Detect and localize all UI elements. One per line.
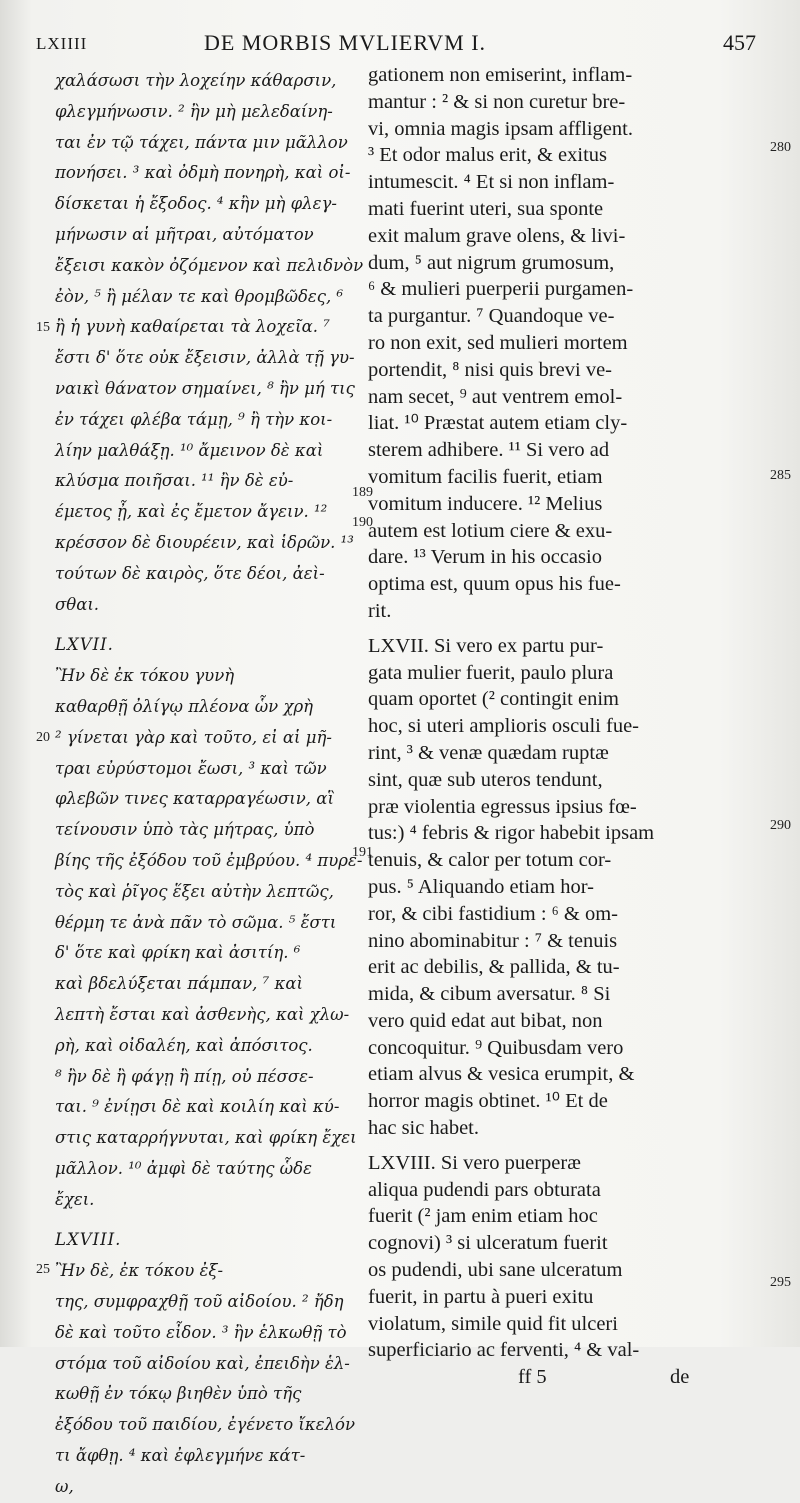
text-line: τι ἄφθῃ. ⁴ καὶ ἐφλεγμήνε κάτ- [55, 1446, 306, 1466]
text-line: χαλάσωσι τὴν λοχείην κάθαρσιν, [55, 71, 337, 90]
margin-line-number: 295 [770, 1275, 791, 1290]
text-line: gationem non emiserint, inflam- [368, 64, 633, 86]
text-line: mida, & cibum aversatur. ⁸ Si [368, 983, 611, 1006]
text-line: τούτων δὲ καιρὸς, ὅτε δέοι, ἀεὶ- [55, 563, 325, 583]
text-line: fuerit (² jam enim etiam hoc [368, 1205, 598, 1228]
text-line: ἐν τάχει φλέβα τάμῃ, ⁹ ἢ τὴν κοι- [55, 409, 333, 429]
text-line: πονήσει. ³ καὶ ὀδμὴ πονηρὴ, καὶ οἰ- [55, 163, 351, 183]
text-line: mantur : ² & si non curetur bre- [368, 90, 626, 113]
margin-line-number: 190 [352, 515, 373, 530]
latin-chapter-lxviii [368, 1150, 708, 1364]
page-footer-line [368, 1364, 708, 1391]
margin-line-number: 290 [770, 818, 791, 833]
text-line: vero quid edat aut bibat, non [368, 1009, 603, 1032]
text-line: ναικὶ θάνατον σημαίνει, ⁸ ἢν μή τις [55, 378, 355, 398]
text-line: ro non exit, sed mulieri mortem [368, 331, 628, 354]
page-title: DE MORBIS MVLIERVM I. [204, 30, 487, 55]
text-line: superficiario ac ferventi, ⁴ & val- [368, 1339, 640, 1362]
text-line: rint, ³ & venæ quædam ruptæ [368, 741, 609, 764]
text-line: violatum, simile quid fit ulceri [368, 1312, 618, 1335]
text-line: ται ἐν τῷ τάχει, πάντα μιν μᾶλλον [55, 132, 348, 152]
text-line: ⁶ & mulieri puerperii purgamen- [368, 278, 634, 301]
text-line: autem est lotium ciere & exu- [368, 519, 613, 542]
text-line: pus. ⁵ Aliquando etiam hor- [368, 875, 594, 898]
greek-chapter-lxvii-heading [55, 630, 355, 661]
text-line: τείνουσιν ὑπὸ τὰς μήτρας, ὑπὸ [55, 820, 315, 840]
text-line: κλύσμα ποιῆσαι. ¹¹ ἢν δὲ εὐ- [55, 471, 294, 491]
text-line: ² γίνεται γὰρ καὶ τοῦτο, εἰ αἱ μῆ- [55, 727, 332, 747]
margin-line-number: 189 [352, 485, 373, 500]
text-line: δίσκεται ἡ ἔξοδος. ⁴ κἢν μὴ φλεγ- [55, 194, 337, 214]
text-line: nino abominabitur : ⁷ & tenuis [368, 929, 618, 952]
catchword: de [670, 1366, 690, 1389]
text-line: exit malum grave olens, & livi- [368, 224, 626, 247]
text-line: cognovi) ³ si ulceratum fuerit [368, 1232, 608, 1255]
text-line: vomitum inducere. ¹² Melius [368, 492, 603, 515]
text-line: præ violentia egressus ipsius fœ- [368, 795, 637, 818]
text-line: ta purgantur. ⁷ Quandoque ve- [368, 305, 615, 328]
text-line: ω, [55, 1476, 74, 1496]
text-line: Ἢν δὲ, ἐκ τόκου ἐξ- [55, 1261, 224, 1281]
text-line: τὸς καὶ ῥῖγος ἕξει αὐτὴν λεπτῶς, [55, 881, 334, 901]
text-line: LXVIII. Si vero puerperæ [368, 1151, 581, 1174]
latin-chapter-lxvii [368, 633, 708, 1142]
text-line: horror magis obtinet. ¹⁰ Et de [368, 1090, 608, 1113]
text-line: της, συμφραχθῇ τοῦ αἰδοίου. ² ἤδη [55, 1292, 344, 1312]
text-line: ται. ⁹ ἐνίῃσι δὲ καὶ κοιλίη καὶ κύ- [55, 1097, 340, 1117]
text-line: erit ac debilis, & pallida, & tu- [368, 956, 620, 979]
text-line: vi, omnia magis ipsam affligent. [368, 117, 633, 140]
greek-chapter-lxviii [55, 1256, 355, 1502]
text-line: φλεγμήνωσιν. ² ἢν μὴ μελεδαίνη- [55, 101, 333, 121]
text-line: hoc, si uteri amplioris osculi fue- [368, 715, 639, 738]
text-line: liat. ¹⁰ Præstat autem etiam cly- [368, 412, 628, 435]
text-line: tenuis, & calor per totum cor- [368, 849, 612, 872]
text-line: έμετος ᾖ, καὶ ἐς ἔμετον ἄγειν. ¹² [55, 502, 328, 522]
text-line: μᾶλλον. ¹⁰ ἀμφὶ δὲ ταύτης ὧδε [55, 1158, 312, 1178]
margin-line-number: 280 [770, 140, 791, 155]
text-line: etiam alvus & vesica erumpit, & [368, 1063, 635, 1086]
text-line: Ἢν δὲ ἐκ τόκου γυνὴ [55, 666, 235, 686]
margin-line-number: 285 [770, 468, 791, 483]
text-line: ror, & cibi fastidium : ⁶ & om- [368, 902, 619, 925]
text-line: intumescit. ⁴ Et si non inflam- [368, 171, 615, 194]
text-line: ἐὸν, ⁵ ἢ μέλαν τε καὶ θρομβῶδες, ⁶ [55, 286, 344, 306]
text-line: dum, ⁵ aut nigrum grumosum, [368, 251, 615, 274]
text-line: κωθῇ ἐν τόκῳ βιηθὲν ὑπὸ τῆς [55, 1384, 302, 1404]
text-line: os pudendi, ubi sane ulceratum [368, 1259, 623, 1282]
text-line: καθαρθῇ ὀλίγῳ πλέονα ὧν χρὴ [55, 696, 314, 716]
chapter-label: LXVII. [55, 635, 114, 655]
text-line: optima est, quum opus his fue- [368, 573, 621, 596]
margin-line-number: 191 [352, 845, 373, 860]
text-line: portendit, ⁸ nisi quis brevi ve- [368, 358, 612, 381]
text-line: sint, quæ sub uteros tendunt, [368, 768, 603, 791]
text-line: dare. ¹³ Verum in his occasio [368, 546, 602, 569]
latin-column [368, 62, 708, 1391]
text-line: ἐξόδου τοῦ παιδίου, ἐγένετο ἴκελόν [55, 1415, 355, 1435]
text-line: ἔστι δ' ὅτε οὐκ ἔξεισιν, ἀλλὰ τῇ γυ- [55, 348, 355, 368]
text-line: στις καταρρήγνυται, καὶ φρίκη ἔχει [55, 1128, 357, 1148]
text-line: στόμα τοῦ αἰδοίου καὶ, ἐπειδὴν ἑλ- [55, 1353, 350, 1373]
text-line: hac sic habet. [368, 1117, 479, 1140]
text-line: mati fuerint uteri, sua sponte [368, 197, 604, 220]
text-line: ³ Et odor malus erit, & exitus [368, 144, 608, 167]
text-line: ρὴ, καὶ οἰδαλέη, καὶ ἀπόσιτος. [55, 1035, 313, 1055]
text-line: βίης τῆς ἐξόδου τοῦ ἐμβρύου. ⁴ πυρε- [55, 850, 363, 870]
text-line: κρέσσον δὲ διουρέειν, καὶ ἱδρῶν. ¹³ [55, 532, 354, 552]
text-line: δ' ὅτε καὶ φρίκη καὶ ἀσιτίη. ⁶ [55, 943, 301, 963]
text-line: λεπτὴ ἔσται καὶ ἀσθενὴς, καὶ χλω- [55, 1004, 350, 1024]
text-line: nam secet, ⁹ aut ventrem emol- [368, 385, 623, 408]
text-line: vomitum facilis fuerit, etiam [368, 465, 603, 488]
signature-mark: ff 5 [518, 1366, 547, 1389]
margin-line-number: 25 [36, 1262, 50, 1277]
text-line: λίην μαλθάξῃ. ¹⁰ ἄμεινον δὲ καὶ [55, 440, 324, 460]
text-line: θέρμη τε ἀνὰ πᾶν τὸ σῶμα. ⁵ ἔστι [55, 912, 337, 932]
text-line: fuerit, in partu à pueri exitu [368, 1285, 594, 1308]
latin-text-block [368, 62, 708, 625]
text-line: gata mulier fuerit, paulo plura [368, 661, 614, 684]
text-line: καὶ βδελύξεται πάμπαν, ⁷ καὶ [55, 974, 303, 994]
text-line: sterem adhibere. ¹¹ Si vero ad [368, 439, 610, 462]
text-line: concoquitur. ⁹ Quibusdam vero [368, 1036, 624, 1059]
text-line: τραι εὐρύστομοι ἔωσι, ³ καὶ τῶν [55, 758, 327, 778]
chapter-label: LXVIII. [55, 1230, 122, 1250]
text-line: ἢ ἡ γυνὴ καθαίρεται τὰ λοχεῖα. ⁷ [55, 317, 330, 337]
text-line: ἔξεισι κακὸν ὀζόμενον καὶ πελιδνὸν [55, 255, 364, 275]
margin-line-number: 20 [36, 730, 50, 745]
text-line: ⁸ ἢν δὲ ἢ φάγῃ ἢ πίῃ, οὐ πέσσε- [55, 1066, 314, 1086]
text-line: tus:) ⁴ febris & rigor habebit ipsam [368, 822, 655, 845]
text-line: σθαι. [55, 594, 100, 614]
text-line: LXVII. Si vero ex partu pur- [368, 634, 604, 657]
text-line: μήνωσιν αἱ μῆτραι, αὐτόματον [55, 224, 314, 244]
text-line: ἔχει. [55, 1189, 95, 1209]
text-line: rit. [368, 599, 392, 622]
section-signature: LXIIII [36, 34, 88, 53]
text-line: δὲ καὶ τοῦτο εἶδον. ³ ἢν ἑλκωθῇ τὸ [55, 1322, 347, 1342]
text-line: quam oportet (² contingit enim [368, 688, 619, 711]
page-number: 457 [723, 30, 756, 55]
text-line: aliqua pudendi pars obturata [368, 1178, 601, 1201]
greek-chapter-lxviii-heading [55, 1225, 355, 1256]
margin-line-number: 15 [36, 320, 50, 335]
running-header [36, 30, 756, 60]
text-line: φλεβῶν τινες καταρραγέωσιν, αἳ [55, 789, 334, 809]
